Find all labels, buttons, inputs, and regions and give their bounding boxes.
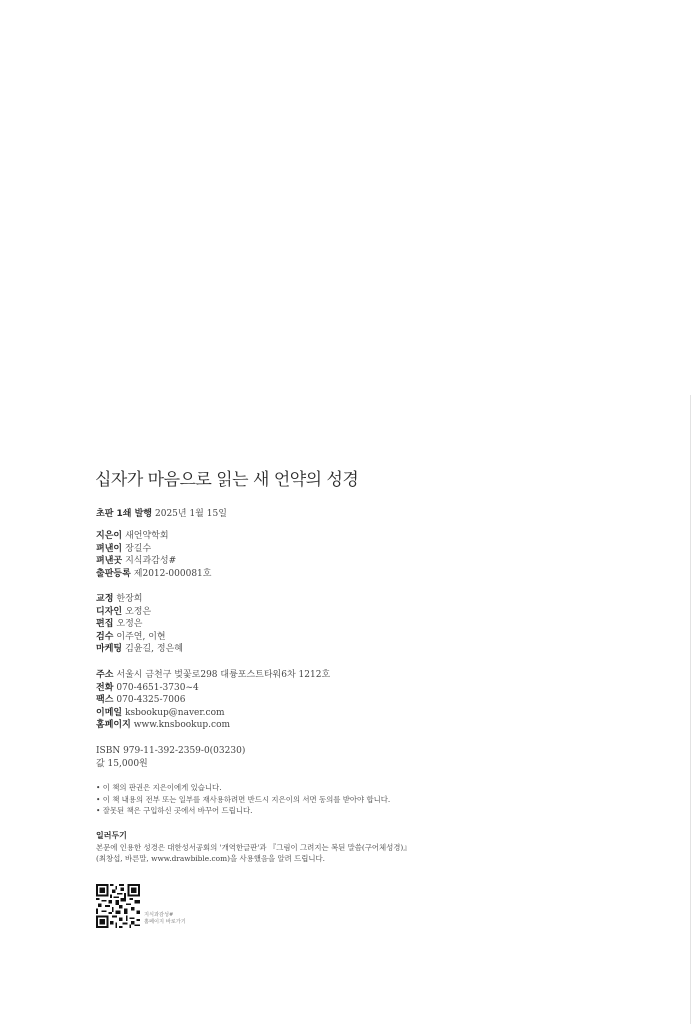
credit-value: 이주연, 이현 — [116, 631, 166, 642]
fax-value: 070-4325-7006 — [116, 695, 186, 706]
credit-value: 지식과감성# — [125, 556, 177, 567]
credit-value: 새언약학회 — [125, 531, 169, 541]
credit-label: 교정 — [96, 594, 114, 604]
homepage-link[interactable]: www.knsbookup.com — [133, 720, 231, 731]
qr-caption-line: 지식과감성# — [144, 912, 174, 918]
qr-caption — [144, 912, 186, 926]
credit-row — [96, 606, 183, 619]
notes-line: 본문에 인용한 성경은 대한성서공회의 '개역한글판'과 『그림이 그려지는 복된 말씀(구어체성경)』 — [96, 842, 411, 852]
credit-label: 편집 — [96, 619, 114, 630]
contact-label: 이메일 — [96, 707, 123, 718]
notice-item: • 이 책 내용의 전부 또는 일부를 재사용하려면 반드시 지은이의 서면 동의를 받아야 합니다. — [96, 794, 391, 804]
notice-item: • 잘못된 책은 구입하신 곳에서 바꾸어 드립니다. — [96, 806, 253, 816]
qr-code-icon[interactable] — [96, 884, 140, 928]
credit-value: 장길수 — [125, 543, 152, 554]
contact-row — [96, 707, 330, 720]
notes — [96, 830, 411, 865]
book-title: 십자가 마음으로 읽는 새 언약의 성경 — [95, 470, 359, 490]
credit-label: 펴낸곳 — [96, 556, 123, 567]
contact-label: 주소 — [96, 670, 114, 680]
credit-row — [96, 593, 183, 606]
credit-row — [96, 631, 183, 644]
notes-heading: 일러두기 — [96, 831, 127, 840]
credit-label: 검수 — [96, 631, 114, 642]
credit-row — [96, 643, 183, 656]
credit-row — [96, 555, 211, 568]
notices — [96, 782, 390, 817]
phone-value: 070-4651-3730~4 — [116, 682, 199, 693]
email-link[interactable]: ksbookup@naver.com — [125, 707, 225, 718]
credit-value: 제2012-000081호 — [133, 568, 212, 579]
address-value: 서울시 금천구 벚꽃로298 대륭포스트타워6차 1212호 — [116, 670, 331, 680]
credit-label: 지은이 — [96, 531, 123, 541]
contact-label: 팩스 — [96, 695, 114, 706]
credit-label: 펴낸이 — [96, 543, 123, 554]
credit-label: 마케팅 — [96, 644, 123, 655]
credit-row — [96, 543, 211, 556]
contact-label: 홈페이지 — [96, 720, 131, 731]
contact-row — [96, 719, 330, 732]
editorial-credits — [96, 593, 183, 656]
contact-row — [96, 669, 330, 682]
credit-row — [96, 530, 211, 543]
contact-row — [96, 682, 330, 695]
price: 값 15,000원 — [96, 758, 148, 769]
credit-value: 한장희 — [116, 594, 143, 604]
isbn: ISBN 979-11-392-2359-0(03230) — [96, 746, 246, 756]
credit-value: 김윤길, 정은혜 — [125, 644, 183, 655]
edition-info — [96, 508, 227, 521]
credit-value: 오정은 — [116, 619, 143, 630]
publisher-credits — [96, 530, 211, 580]
notice-item: • 이 책의 판권은 지은이에게 있습니다. — [96, 783, 222, 792]
credit-label: 출판등록 — [96, 568, 131, 579]
isbn-price — [96, 745, 245, 770]
qr-caption-line: 홈페이지 바로가기 — [144, 919, 186, 925]
credit-row — [96, 568, 211, 581]
edition-label: 초판 1쇄 발행 — [96, 509, 152, 519]
credit-row — [96, 618, 183, 631]
credit-label: 디자인 — [96, 606, 123, 617]
contact-row — [96, 694, 330, 707]
contact-info — [96, 669, 330, 732]
edition-value: 2025년 1월 15일 — [155, 509, 227, 519]
notes-line: (최창섭, 바른말, www.drawbible.com)을 사용했음을 알려 드립니다. — [96, 854, 326, 864]
edition-row — [96, 508, 227, 521]
contact-label: 전화 — [96, 682, 114, 693]
credit-value: 오정은 — [125, 606, 152, 617]
